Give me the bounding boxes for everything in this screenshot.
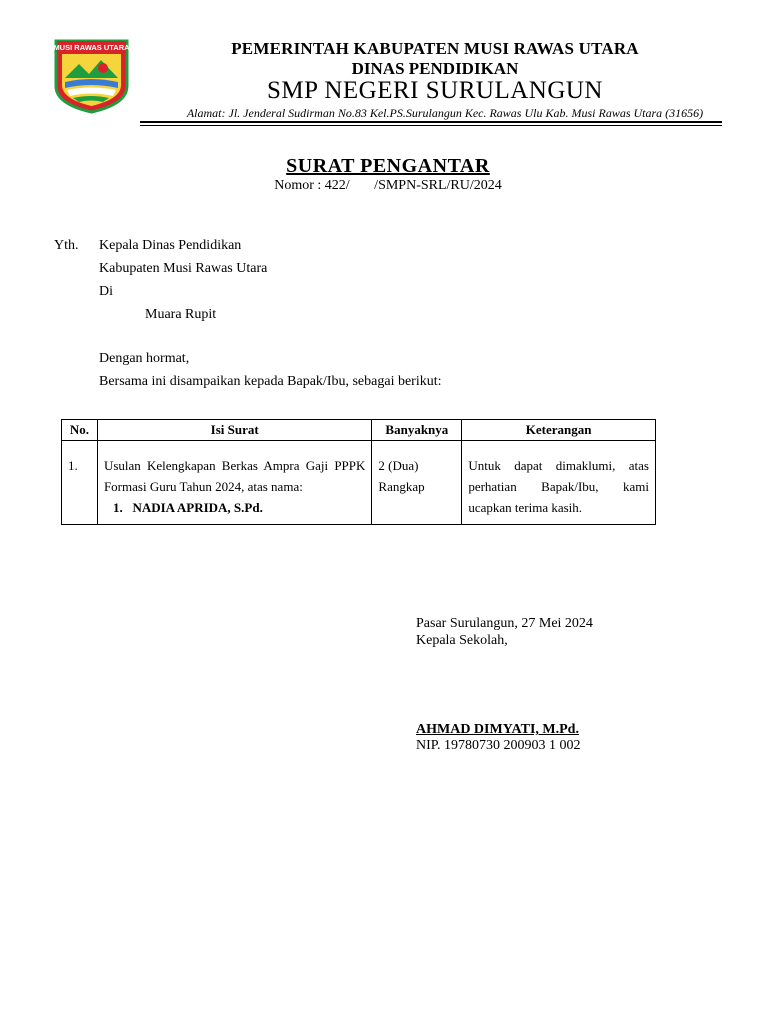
letter-number: Nomor : 422/ /SMPN-SRL/RU/2024 — [274, 178, 502, 193]
header-government: PEMERINTAH KABUPATEN MUSI RAWAS UTARA — [231, 39, 639, 58]
signature-place-date: Pasar Surulangun, 27 Mei 2024 — [416, 616, 593, 631]
table-header-row — [62, 420, 656, 441]
header-department: DINAS PENDIDIKAN — [351, 59, 519, 78]
item-number: 1. — [112, 500, 123, 515]
recipient-prefix: Yth. — [54, 238, 79, 253]
cell-isi — [97, 441, 371, 525]
recipient-line-1: Kepala Dinas Pendidikan — [99, 238, 242, 253]
header-rule-thin — [140, 125, 722, 126]
recipient-line-3: Di — [99, 284, 113, 299]
signature-position: Kepala Sekolah, — [416, 633, 508, 648]
col-header-ket: Keterangan — [462, 420, 656, 441]
table-row — [62, 441, 656, 525]
item-name: NADIA APRIDA, S.Pd. — [132, 500, 263, 515]
recipient-line-2: Kabupaten Musi Rawas Utara — [99, 261, 268, 276]
header-address: Alamat: Jl. Jenderal Sudirman No.83 Kel.PS.Surulangun Kec. Rawas Ulu Kab. Musi Rawas Utara (31656) — [186, 106, 704, 120]
recipient-line-4: Muara Rupit — [145, 307, 217, 322]
letter-content-table — [61, 419, 656, 525]
cell-isi-text: Usulan Kelengkapan Berkas Ampra Gaji PPPK Formasi Guru Tahun 2024, atas nama: — [103, 458, 366, 494]
signature-nip: NIP. 19780730 200903 1 002 — [416, 738, 581, 753]
logo-text: MUSI RAWAS UTARA — [53, 43, 130, 52]
letter-title: SURAT PENGANTAR — [286, 155, 490, 177]
cell-isi-item — [113, 497, 365, 518]
cell-banyak-line-2: Rangkap — [378, 479, 425, 494]
col-header-banyak: Banyaknya — [372, 420, 462, 441]
intro-text: Bersama ini disampaikan kepada Bapak/Ibu, sebagai berikut: — [99, 374, 442, 389]
signature-name: AHMAD DIMYATI, M.Pd. — [416, 722, 579, 737]
col-header-isi: Isi Surat — [97, 420, 371, 441]
cell-no: 1. — [62, 441, 98, 525]
col-header-no: No. — [62, 420, 98, 441]
greeting: Dengan hormat, — [99, 351, 190, 366]
cell-banyak-line-1: 2 (Dua) — [378, 458, 419, 473]
header-rule-thick — [140, 121, 722, 123]
regency-logo — [53, 38, 130, 114]
header-school-name: SMP NEGERI SURULANGUN — [267, 77, 603, 104]
cell-ket: Untuk dapat dimaklumi, atas perhatian Bapak/Ibu, kami ucapkan terima kasih. — [462, 441, 656, 525]
cell-banyak — [372, 441, 462, 525]
